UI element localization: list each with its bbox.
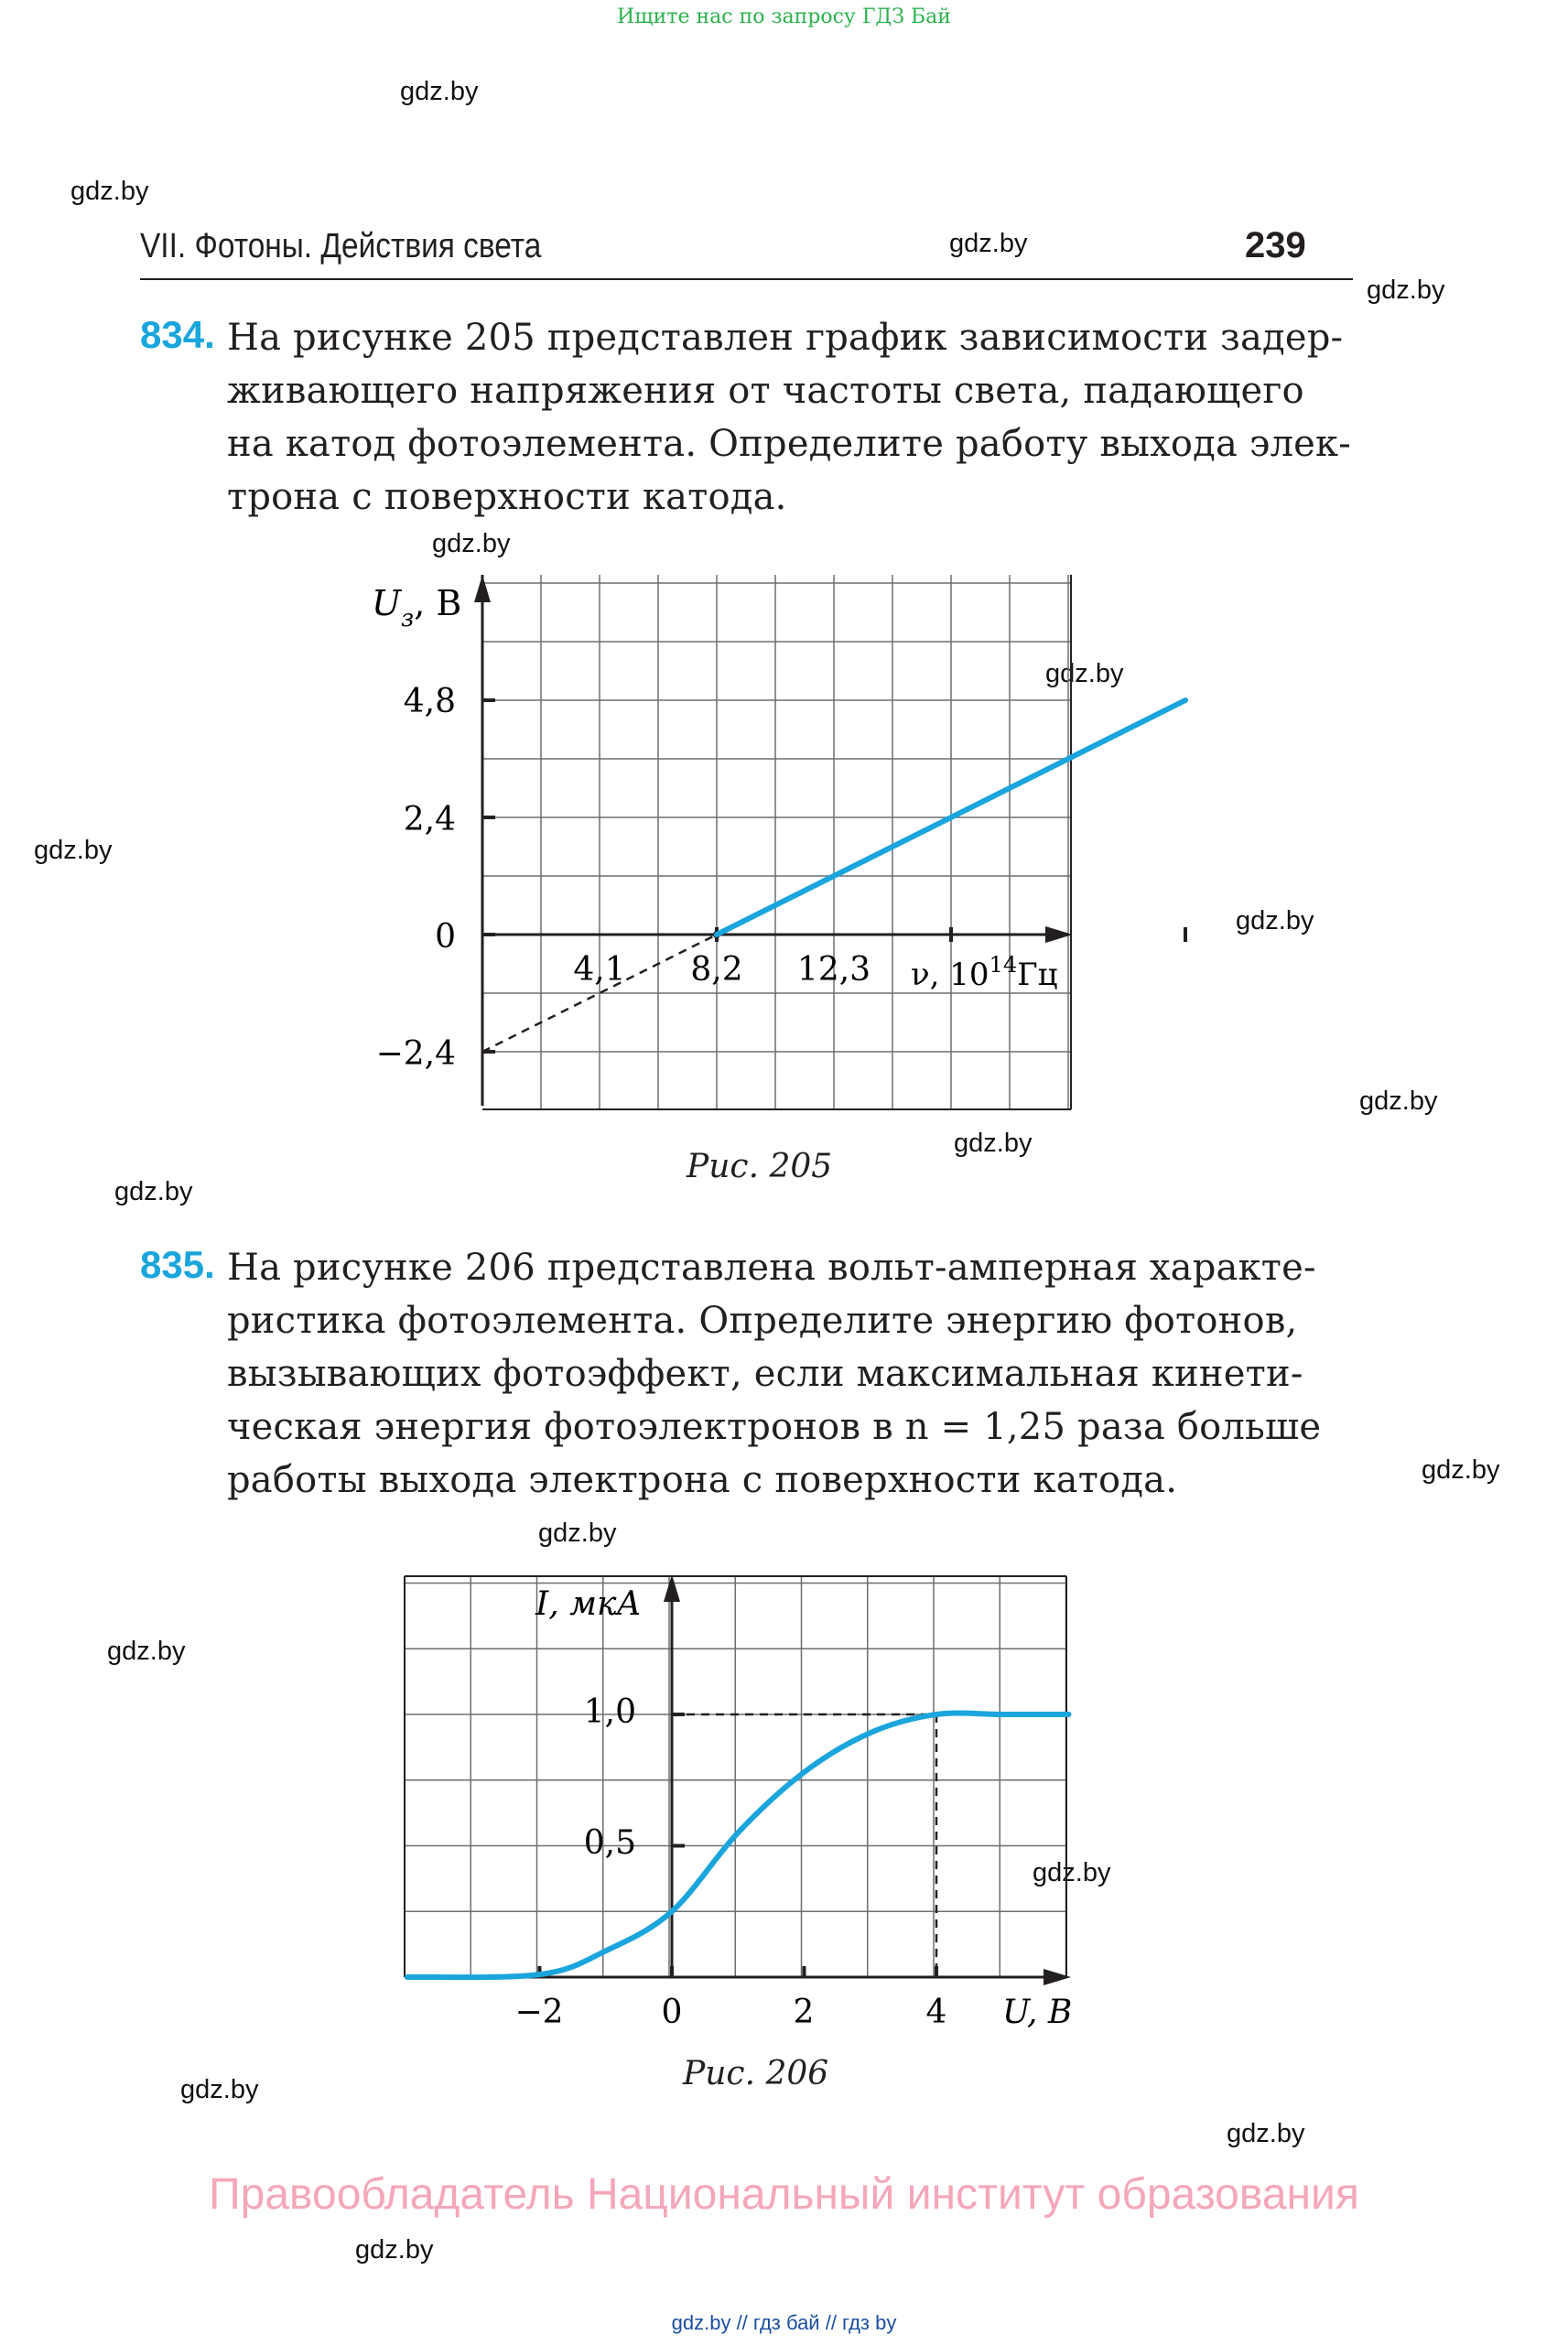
- problem-text-line: На рисунке 205 представлен график зависимости задер-: [227, 317, 1344, 359]
- x-axis-label: ν, $10^{14}Гц$: [911, 952, 1058, 993]
- y-tick-label: 4,8: [403, 683, 456, 720]
- figure-206-grid: [405, 1576, 1066, 1977]
- footer-links[interactable]: gdz.by // гдз бай // гдз by: [671, 2311, 897, 2334]
- y-tick-label: 0,5: [583, 1824, 636, 1862]
- watermark[interactable]: gdz.by: [1045, 659, 1124, 688]
- x-tick-label: 4,1: [573, 951, 626, 989]
- watermark[interactable]: gdz.by: [114, 1177, 193, 1206]
- page-number: 239: [1245, 225, 1306, 265]
- problem-text-line: на катод фотоэлемента. Определите работу выхода элек-: [227, 423, 1351, 465]
- watermark[interactable]: gdz.by: [954, 1129, 1033, 1158]
- watermark[interactable]: gdz.by: [400, 77, 479, 106]
- watermark[interactable]: gdz.by: [1367, 276, 1445, 305]
- watermark[interactable]: gdz.by: [70, 177, 149, 206]
- watermark[interactable]: gdz.by: [538, 1519, 617, 1548]
- y-axis-label: $U_з$, В: [372, 583, 462, 632]
- problem-text-line: трона с поверхности катода.: [227, 476, 787, 518]
- y-tick-label: 2,4: [403, 801, 456, 838]
- problem-text-line: работы выхода электрона с поверхности катода.: [227, 1459, 1178, 1501]
- y-tick-label: −2,4: [375, 1035, 456, 1073]
- copyright-notice: Правообладатель Национальный институт образования: [209, 2170, 1359, 2219]
- watermark[interactable]: gdz.by: [180, 2075, 259, 2104]
- figure-caption: Рис. 205: [687, 1148, 833, 1185]
- watermark[interactable]: gdz.by: [949, 229, 1028, 258]
- problem-text-line: ческая энергия фотоэлектронов в n = 1,25 раза больше: [227, 1406, 1322, 1448]
- problem-text-line: На рисунке 206 представлена вольт-амперная характе-: [227, 1247, 1316, 1289]
- x-tick-label: 2: [793, 1994, 815, 2031]
- watermark[interactable]: gdz.by: [1033, 1858, 1111, 1887]
- watermark[interactable]: gdz.by: [1422, 1455, 1500, 1485]
- x-tick-label: −2: [514, 1994, 564, 2031]
- watermark[interactable]: gdz.by: [1236, 906, 1314, 935]
- figure-caption: Рис. 206: [683, 2055, 829, 2092]
- problem-number: 835.: [140, 1243, 215, 1286]
- x-tick-label: 4: [925, 1994, 947, 2031]
- problem-text-line: вызывающих фотоэффект, если максимальная кинети-: [227, 1353, 1303, 1395]
- y-axis-arrow: [664, 1574, 680, 1602]
- x-tick-label: 0: [661, 1994, 683, 2031]
- y-tick-label: 1,0: [583, 1693, 636, 1731]
- watermark[interactable]: gdz.by: [107, 1637, 186, 1666]
- x-axis-label: U, В: [1002, 1994, 1073, 2031]
- problem-text-line: ристика фотоэлемента. Определите энергию фотонов,: [227, 1300, 1298, 1342]
- watermark[interactable]: gdz.by: [1227, 2119, 1305, 2148]
- y-axis-label: I, мкА: [535, 1585, 642, 1623]
- problem-text-line: живающего напряжения от частоты света, падающего: [227, 370, 1304, 412]
- watermark[interactable]: gdz.by: [432, 529, 511, 558]
- x-tick-label: 8,2: [690, 951, 743, 989]
- top-banner[interactable]: Ищите нас по запросу ГДЗ Бай: [617, 5, 951, 28]
- x-tick-label: 12,3: [796, 951, 871, 989]
- watermark[interactable]: gdz.by: [1359, 1087, 1438, 1116]
- chapter-title: VII. Фотоны. Действия света: [140, 227, 542, 265]
- watermark[interactable]: gdz.by: [34, 836, 113, 865]
- problem-number: 834.: [140, 313, 215, 356]
- watermark[interactable]: gdz.by: [355, 2235, 434, 2265]
- y-tick-label: 0: [435, 918, 456, 956]
